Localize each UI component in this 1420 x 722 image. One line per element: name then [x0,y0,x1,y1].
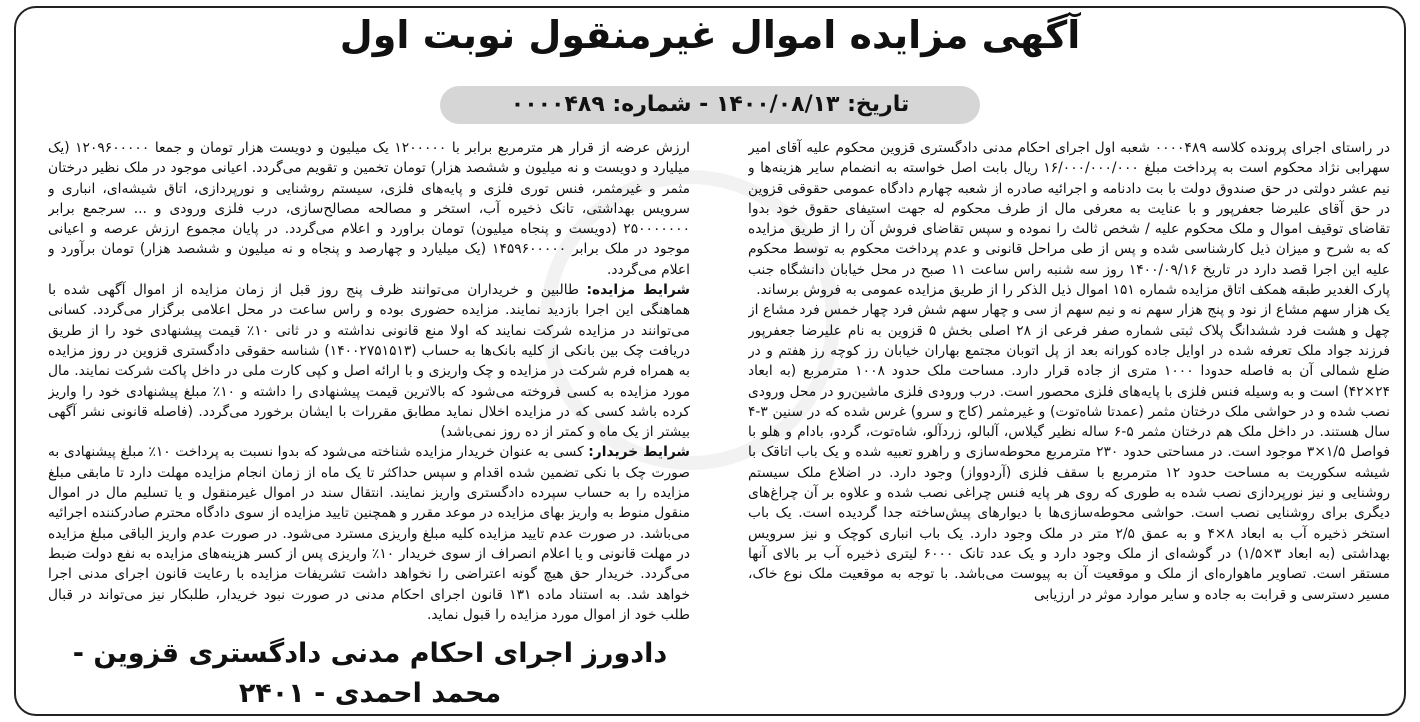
date-number-bar: تاریخ: ۱۴۰۰/۰۸/۱۳ - شماره: ۰۰۰۰۴۸۹ [440,86,980,124]
auction-conditions-label: شرایط مزایده: [586,282,690,299]
buyer-conditions-label: شرایط خریدار: [588,444,690,461]
auction-conditions [48,280,690,442]
auction-conditions-text: طالبین و خریداران می‌توانند ظرف پنج روز قبل از زمان مزایده از اموال آگهی شده با هماهنگی این اجرا بازدید نمایند. مزایده حضوری بوده و راس ساعت در محل اعلامی برگزار می‌گردد. کسانی می‌توانند در مزایده شرکت نمایند که اولا منع قانونی نداشته و در ثانی ۱۰٪ قیمت پیشنهادی خود را از طریق دریافت چک بین بانکی از کلیه بانک‌ها به حساب (۱۴۰۰۲۷۵۱۵۱۳) شناسه حقوقی دادگستری قزوین در روز مزایده به همراه فرم شرکت در مزایده و چک واریزی و با ارائه اصل و کپی کارت ملی در داخل پاکت شرکت نمایند. مال مورد مزایده به کسی فروخته می‌شود که بالاترین قیمت پیشنهادی را داشته و ۱۰٪ مبلغ پیشنهادی خود را واریز کرده باشد کسی که در مزایده اخلال نماید مطابق مقررات با ایشان برخورد می‌گردد. (فاصله قانونی نشر آگهی بیشتر از یک ماه و کمتر از ده روز نمی‌باشد) [48,282,690,441]
buyer-conditions [48,442,690,625]
property-description: یک هزار سهم مشاع از نود و پنج هزار سهم نه و نیم سهم از سی و چهار سهم شش فرد چهار خمس فرد مشاع از چهل و هشت فرد ششدانگ پلاک ثبتی شماره صفر فرعی از ۲۸ اصلی بخش ۵ قزوین به نام علیرضا جعفرپور فرزند جواد ملک تعرفه شده در اوایل جاده کورانه بعد از پل اتوبان مجتمع بهاران خیابان رز کوچه رز هفتم و در ضلع شمالی آن به فاصله حدودا ۱۰۰۰ متری از جاده قرار دارد. مساحت ملک حدود ۱۰۰۸ مترمربع (به ابعاد ۲۴×۴۲) است و به وسیله فنس فلزی با پایه‌های فلزی محصور است. درب ورودی فلزی ماشین‌رو در محل ورودی نصب شده و در حواشی ملک درختان مثمر (عمدتا شاه‌توت) و غیرمثمر (کاج و سرو) غرس شده که در سنین ۳-۴ سال هستند. در داخل ملک هم درختان مثمر ۵-۶ ساله نظیر گیلاس، آلبالو، زردآلو، شاه‌توت، گردو، بادام و هلو با فواصل ۱/۵×۳ موجود است. در مساحتی حدود ۲۳۰ مترمربع محوطه‌سازی و راهرو تعبیه شده و یک باب اتاقک با شیشه سکوریت به مساحت حدود ۱۲ مترمربع با سقف فلزی (آردوواز) وجود دارد. در اضلاع ملک سیستم روشنایی و نیز نورپردازی نصب شده به طوری که روی هر پایه فنس چراغی نصب شده و علاوه بر آن چراغ‌های دیگری برای روشنایی نصب است. حواشی محوطه‌سازی‌ها با دیوارهای پیش‌ساخته جدا گردیده است. یک باب استخر ذخیره آب به ابعاد ۸×۴ و به عمق ۲/۵ متر در ملک وجود دارد. یک باب انباری کوچک و نیز سرویس بهداشتی (به ابعاد ۳×۱/۵) در گوشه‌ای از ملک وجود دارد و یک عدد تانک ۶۰۰۰ لیتری ذخیره آب بر بالای آنها مستقر است. تصاویر ماهواره‌ای از ملک و موقعیت آن به پیوست می‌باشد. با توجه به موقعیت ملک نوع خاک، مسیر دسترسی و قرابت به جاده و سایر موارد موثر در ارزیابی [748,302,1390,603]
left-column [48,138,690,634]
signature-line: دادورز اجرای احکام مدنی دادگستری قزوین - محمد احمدی - ۲۴۰۱ [72,638,668,709]
buyer-conditions-text: کسی به عنوان خریدار مزایده شناخته می‌شود که بدوا نسبت به پرداخت ۱۰٪ مبلغ پیشنهادی به صورت چک با نکی تضمین شده اقدام و سپس حداکثر تا یک ماه از زمان انجام مزایده مهلت دارد تا مابقی مبلغ مزایده را به حساب سپرده دادگستری واریز نمایند. انتقال سند در اموال غیرمنقول و یا تسلیم مال در اموال منقول منوط به واریز بهای مزایده در موعد مقرر و همچنین تایید مزایده از سوی دادگاه محترم صادرکننده اجرائیه می‌باشد. در صورت عدم تایید مزایده کلیه مبلغ واریزی مسترد می‌شود. در صورت عدم واریز الباقی مبلغ مزایده در مهلت قانونی و یا اعلام انصراف از سوی خریدار ۱۰٪ واریزی پس از کسر هزینه‌های مزایده به نفع دولت ضبط می‌گردد. خریدار حق هیچ گونه اعتراضی را نخواهد داشت تشریفات مزایده با رعایت قانون اجرای مدنی اجرا خواهد شد. به استناد ماده ۱۳۱ قانون اجرای احکام مدنی در صورت نبود خریدار، طلبکار نیز می‌تواند در قبال طلب خود از اموال مورد مزایده را قبول نماید. [48,444,690,623]
valuation-paragraph: ارزش عرضه از قرار هر مترمربع برابر با ۱۲۰۰۰۰۰ یک میلیون و دویست هزار تومان و جمعا ۱۲۰۹۶۰۰۰۰۰ (یک میلیارد و دویست و نه میلیون و ششصد هزار) تومان تخمین و تقویم می‌گردد. اعیانی موجود در ملک نظیر درختان مثمر و غیرمثمر، فنس توری فلزی و پایه‌های فلزی، سیستم روشنایی و نورپردازی، اتاق شیشه‌ای، انباری و سرویس بهداشتی، تانک ذخیره آب، استخر و مصالحه مصالح‌سازی، درب فلزی ورودی و ... سرجمع برابر ۲۵۰۰۰۰۰۰۰ (دویست و پنجاه میلیون) تومان براورد و اعلام می‌گردد. در پایان مجموع ارزش عرصه و اعیانی موجود در ملک برابر ۱۴۵۹۶۰۰۰۰۰ (یک میلیارد و چهارصد و پنجاه و نه میلیون و ششصد هزار) تومان برآورد و اعلام می‌گردد. [48,140,690,278]
right-column [748,138,1390,658]
notice-title: آگهی مزایده اموال غیرمنقول نوبت اول [339,13,1081,57]
intro-paragraph: در راستای اجرای پرونده کلاسه ۰۰۰۰۴۸۹ شعبه اول اجرای احکام مدنی دادگستری قزوین محکوم علیه آقای امیر سهرابی نژاد محکوم است به پرداخت مبلغ ۱۶/۰۰۰/۰۰۰/۰۰۰ ریال بابت اصل خواسته به انضمام سایر هزینه‌ها و نیم عشر دولتی در حق صندوق دولت با بت دادنامه و اجرائیه صادره از شعبه چهارم دادگاه عمومی حقوقی قزوین در حق آقای علیرضا جعفرپور و با عنایت به معرفی مال از طرف محکوم له جهت استیفای حقوق خود بدوا تقاضای توقیف اموال و ملک محکوم علیه / شخص ثالث را نموده و سپس تقاضای فروش آن را از طریق مزایده که به شرح و میزان ذیل کارشناسی شده و پس از طی مراحل قانونی و عدم پرداخت محکوم به توسط محکوم علیه این اجرا قصد دارد در تاریخ ۱۴۰۰/۰۹/۱۶ روز سه شنبه راس ساعت ۱۱ صبح در محل خیابان دانشگاه جنب پارک الغدیر طبقه همکف اتاق مزایده شماره ۱۵۱ اموال ذیل الذکر را از طریق مزایده عمومی به فروش برساند. [748,140,1390,299]
